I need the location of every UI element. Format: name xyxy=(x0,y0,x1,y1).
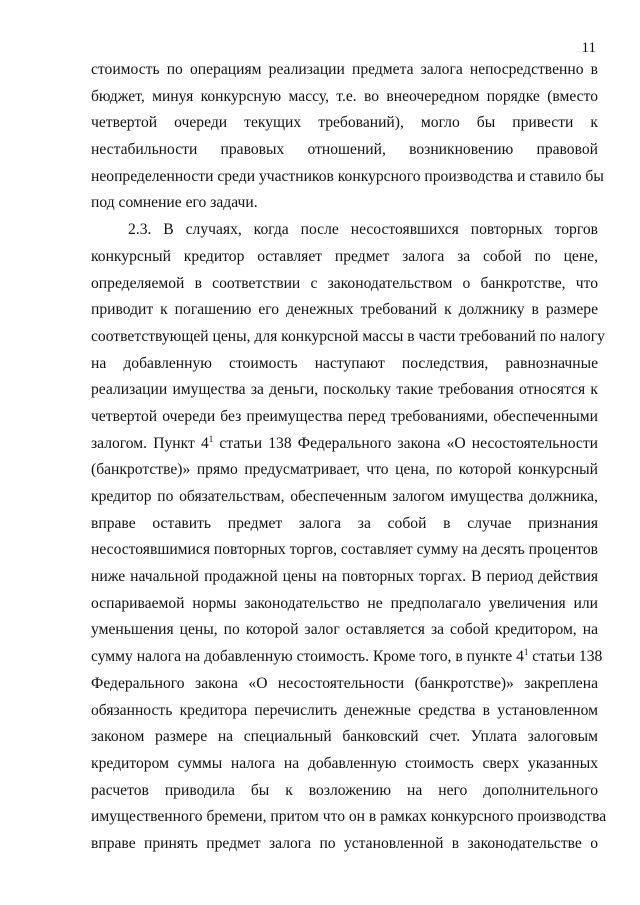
text-line: несостоявшимися повторных торгов, составляет сумму на десять процентов xyxy=(91,541,598,559)
text-line: оспариваемой нормы законодательство не предполагало увеличения или xyxy=(91,594,598,612)
text-line: имущественного бремени, притом что он в рамках конкурсного производства xyxy=(91,808,607,826)
text-line: неопределенности среди участников конкурсного производства и ставило бы xyxy=(91,167,604,185)
text-line: ниже начальной продажной цены на повторных торгах. В период действия xyxy=(91,568,598,586)
text-line: соответствующей цены, для конкурсной массы в части требований по налогу xyxy=(91,327,605,345)
text-line: под сомнение его задачи. xyxy=(91,194,258,212)
text-line: Федерального закона «О несостоятельности (банкротстве)» закреплена xyxy=(91,674,598,692)
text-line: реализации имущества за деньги, поскольку такие требования относятся к xyxy=(91,381,598,399)
text-line: кредитор по обязательствам, обеспеченным залогом имущества должника, xyxy=(91,488,598,505)
page-number: 11 xyxy=(581,40,596,56)
text-line: кредитором суммы налога на добавленную стоимость сверх указанных xyxy=(91,754,598,772)
text-line xyxy=(91,435,598,462)
body-text xyxy=(91,61,607,862)
text-segment: сумму налога на добавленную стоимость. Кроме того, в пункте 4 xyxy=(91,648,524,666)
text-line: стоимость по операциям реализации предмета залога непосредственно в xyxy=(91,61,598,78)
text-line: вправе принять предмет залога по установленной в законодательстве о xyxy=(91,834,598,852)
text-line: четвертой очереди без преимущества перед требованиями, обеспеченными xyxy=(91,407,598,425)
text-line: уменьшения цены, по которой залог оставляется за собой кредитором, на xyxy=(91,621,598,639)
text-line: расчетов приводила бы к возложению на него дополнительного xyxy=(91,781,598,799)
superscript: 1 xyxy=(208,433,214,444)
text-line: 2.3. В случаях, когда после несостоявшихся повторных торгов xyxy=(128,221,598,239)
text-line: (банкротстве)» прямо предусматривает, что цена, по которой конкурсный xyxy=(91,461,598,479)
text-line: четвертой очереди текущих требований), могло бы привести к xyxy=(91,114,598,132)
text-line: на добавленную стоимость наступают последствия, равнозначные xyxy=(91,354,598,372)
text-segment: залогом. Пункт 4 xyxy=(91,434,209,452)
text-line: бюджет, минуя конкурсную массу, т.е. во внеочередном порядке (вместо xyxy=(91,87,598,105)
text-line: определяемой в соответствии с законодательством о банкротстве, что xyxy=(91,274,598,292)
text-line: обязанность кредитора перечислить денежные средства в установленном xyxy=(91,701,598,719)
text-line xyxy=(91,647,603,675)
text-segment: статьи 138 xyxy=(528,648,603,666)
text-line: конкурсный кредитор оставляет предмет залога за собой по цене, xyxy=(91,247,598,265)
superscript: 1 xyxy=(523,647,529,658)
text-line: законом размере на специальный банковский счет. Уплата залоговым xyxy=(91,728,598,746)
text-line: вправе оставить предмет залога за собой в случае признания xyxy=(91,514,598,532)
text-line: нестабильности правовых отношений, возникновению правовой xyxy=(91,141,598,159)
text-segment: статьи 138 Федерального закона «О несостоятельности xyxy=(213,434,598,452)
text-line: приводит к погашению его денежных требований к должнику в размере xyxy=(91,301,598,319)
